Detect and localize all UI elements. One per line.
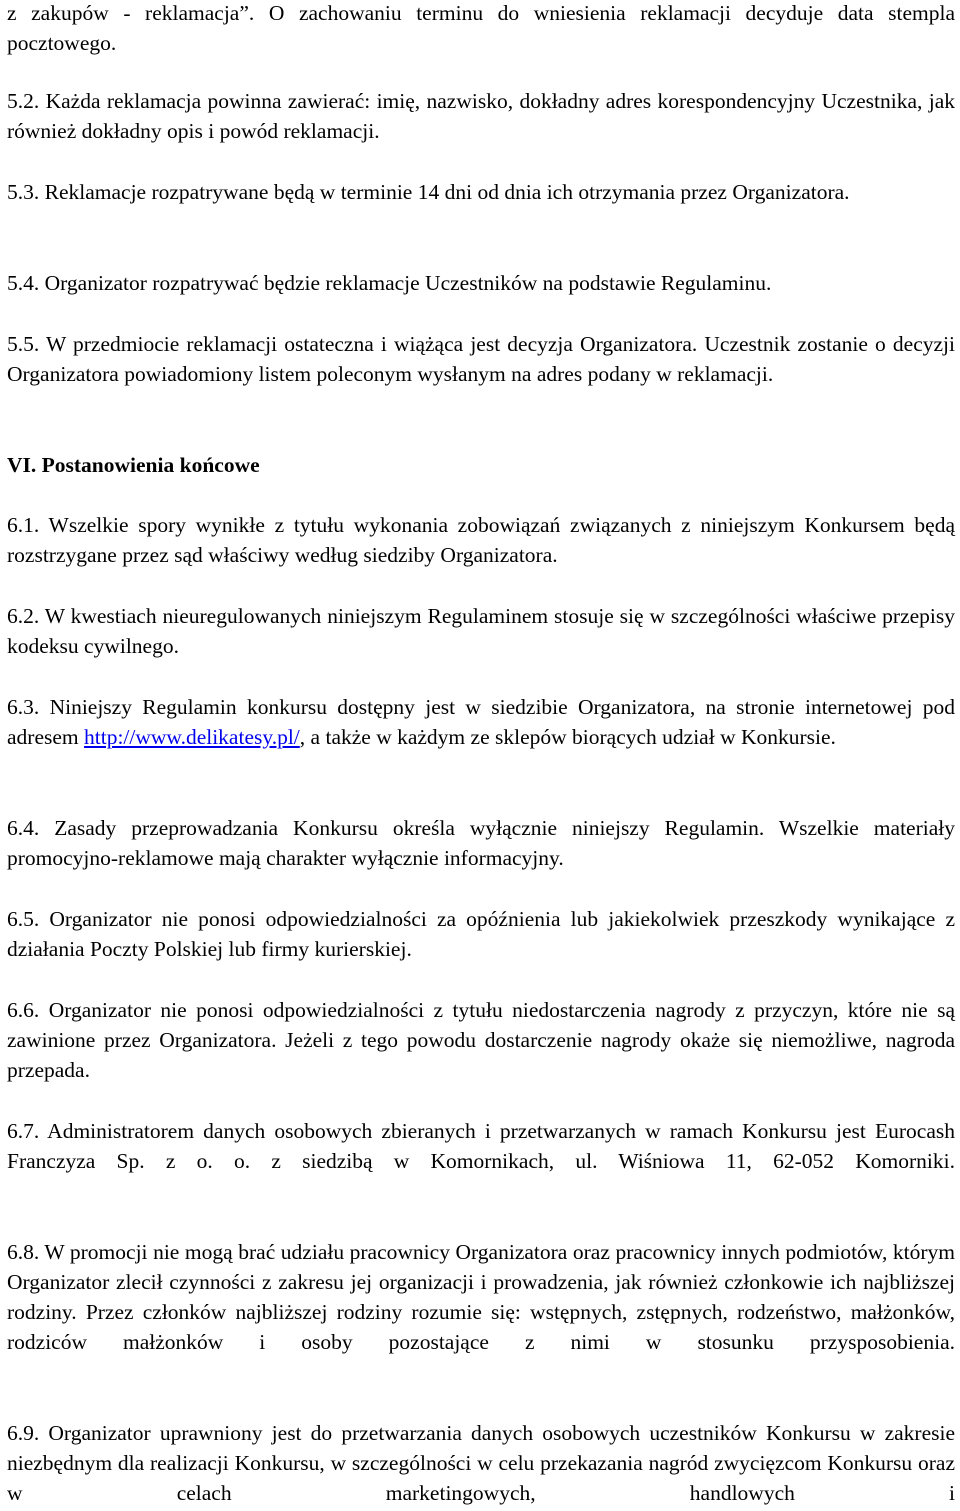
paragraph-6-3-text-a: 6.3. Niniejszy Regulamin konkursu dostępny jest w siedzibie Organizatora, na stronie internetowej pod adresem <box>7 695 955 749</box>
paragraph-6-3 <box>7 692 955 752</box>
paragraph-5-4: 5.4. Organizator rozpatrywać będzie reklamacje Uczestników na podstawie Regulaminu. <box>7 271 772 295</box>
paragraph-6-6: 6.6. Organizator nie ponosi odpowiedzialności z tytułu niedostarczenia nagrody z przyczyn, które nie są zawinione przez Organizatora. Jeżeli z tego powodu dostarczenie nagrody okaże się niemożliwe, nagroda przepada. <box>7 998 955 1082</box>
paragraph-5-1-continued: z zakupów - reklamacja”. O zachowaniu terminu do wniesienia reklamacji decyduje data stempla pocztowego. <box>7 1 955 55</box>
paragraph-6-8: 6.8. W promocji nie mogą brać udziału pracownicy Organizatora oraz pracownicy innych podmiotów, którym Organizator zlecił czynności z zakresu jej organizacji i prowadzenia, jak również członkowie ich najbliższej rodziny. Przez członków najbliższej rodziny rozumie się: wstępnych, zstępnych, rodzeństwo, małżonków, rodziców małżonków i osoby pozostające z nimi w stosunku przysposobienia. <box>7 1240 955 1354</box>
paragraph-5-3: 5.3. Reklamacje rozpatrywane będą w terminie 14 dni od dnia ich otrzymania przez Organizatora. <box>7 180 850 204</box>
paragraph-6-3-text-b: , a także w każdym ze sklepów biorących udział w Konkursie. <box>299 725 836 749</box>
paragraph-5-5: 5.5. W przedmiocie reklamacji ostateczna i wiążąca jest decyzja Organizatora. Uczestnik zostanie o decyzji Organizatora powiadomiony listem poleconym wysłanym na adres podany w reklamacji. <box>7 332 955 386</box>
website-link[interactable]: http://www.delikatesy.pl/ <box>84 725 300 749</box>
paragraph-6-9: 6.9. Organizator uprawniony jest do przetwarzania danych osobowych uczestników Konkursu w zakresie niezbędnym dla realizacji Konkursu, w szczególności w celu przekazania nagród zwycięzcom Konkursu oraz w celach marketingowych, handlowych i <box>7 1421 955 1505</box>
paragraph-6-1: 6.1. Wszelkie spory wynikłe z tytułu wykonania zobowiązań związanych z niniejszym Konkursem będą rozstrzygane przez sąd właściwy według siedziby Organizatora. <box>7 513 955 567</box>
paragraph-6-2: 6.2. W kwestiach nieuregulowanych niniejszym Regulaminem stosuje się w szczególności właściwe przepisy kodeksu cywilnego. <box>7 604 955 658</box>
paragraph-6-5: 6.5. Organizator nie ponosi odpowiedzialności za opóźnienia lub jakiekolwiek przeszkody wynikające z działania Poczty Polskiej lub firmy kurierskiej. <box>7 907 955 961</box>
section-heading-vi: VI. Postanowienia końcowe <box>7 453 260 477</box>
paragraph-5-2: 5.2. Każda reklamacja powinna zawierać: imię, nazwisko, dokładny adres korespondencyjny Uczestnika, jak również dokładny opis i powód reklamacji. <box>7 89 955 143</box>
paragraph-6-7: 6.7. Administratorem danych osobowych zbieranych i przetwarzanych w ramach Konkursu jest Eurocash Franczyza Sp. z o. o. z siedzibą w Komornikach, ul. Wiśniowa 11, 62-052 Komorniki. <box>7 1119 955 1173</box>
paragraph-6-4: 6.4. Zasady przeprowadzania Konkursu określa wyłącznie niniejszy Regulamin. Wszelkie materiały promocyjno-reklamowe mają charakter wyłącznie informacyjny. <box>7 816 955 870</box>
